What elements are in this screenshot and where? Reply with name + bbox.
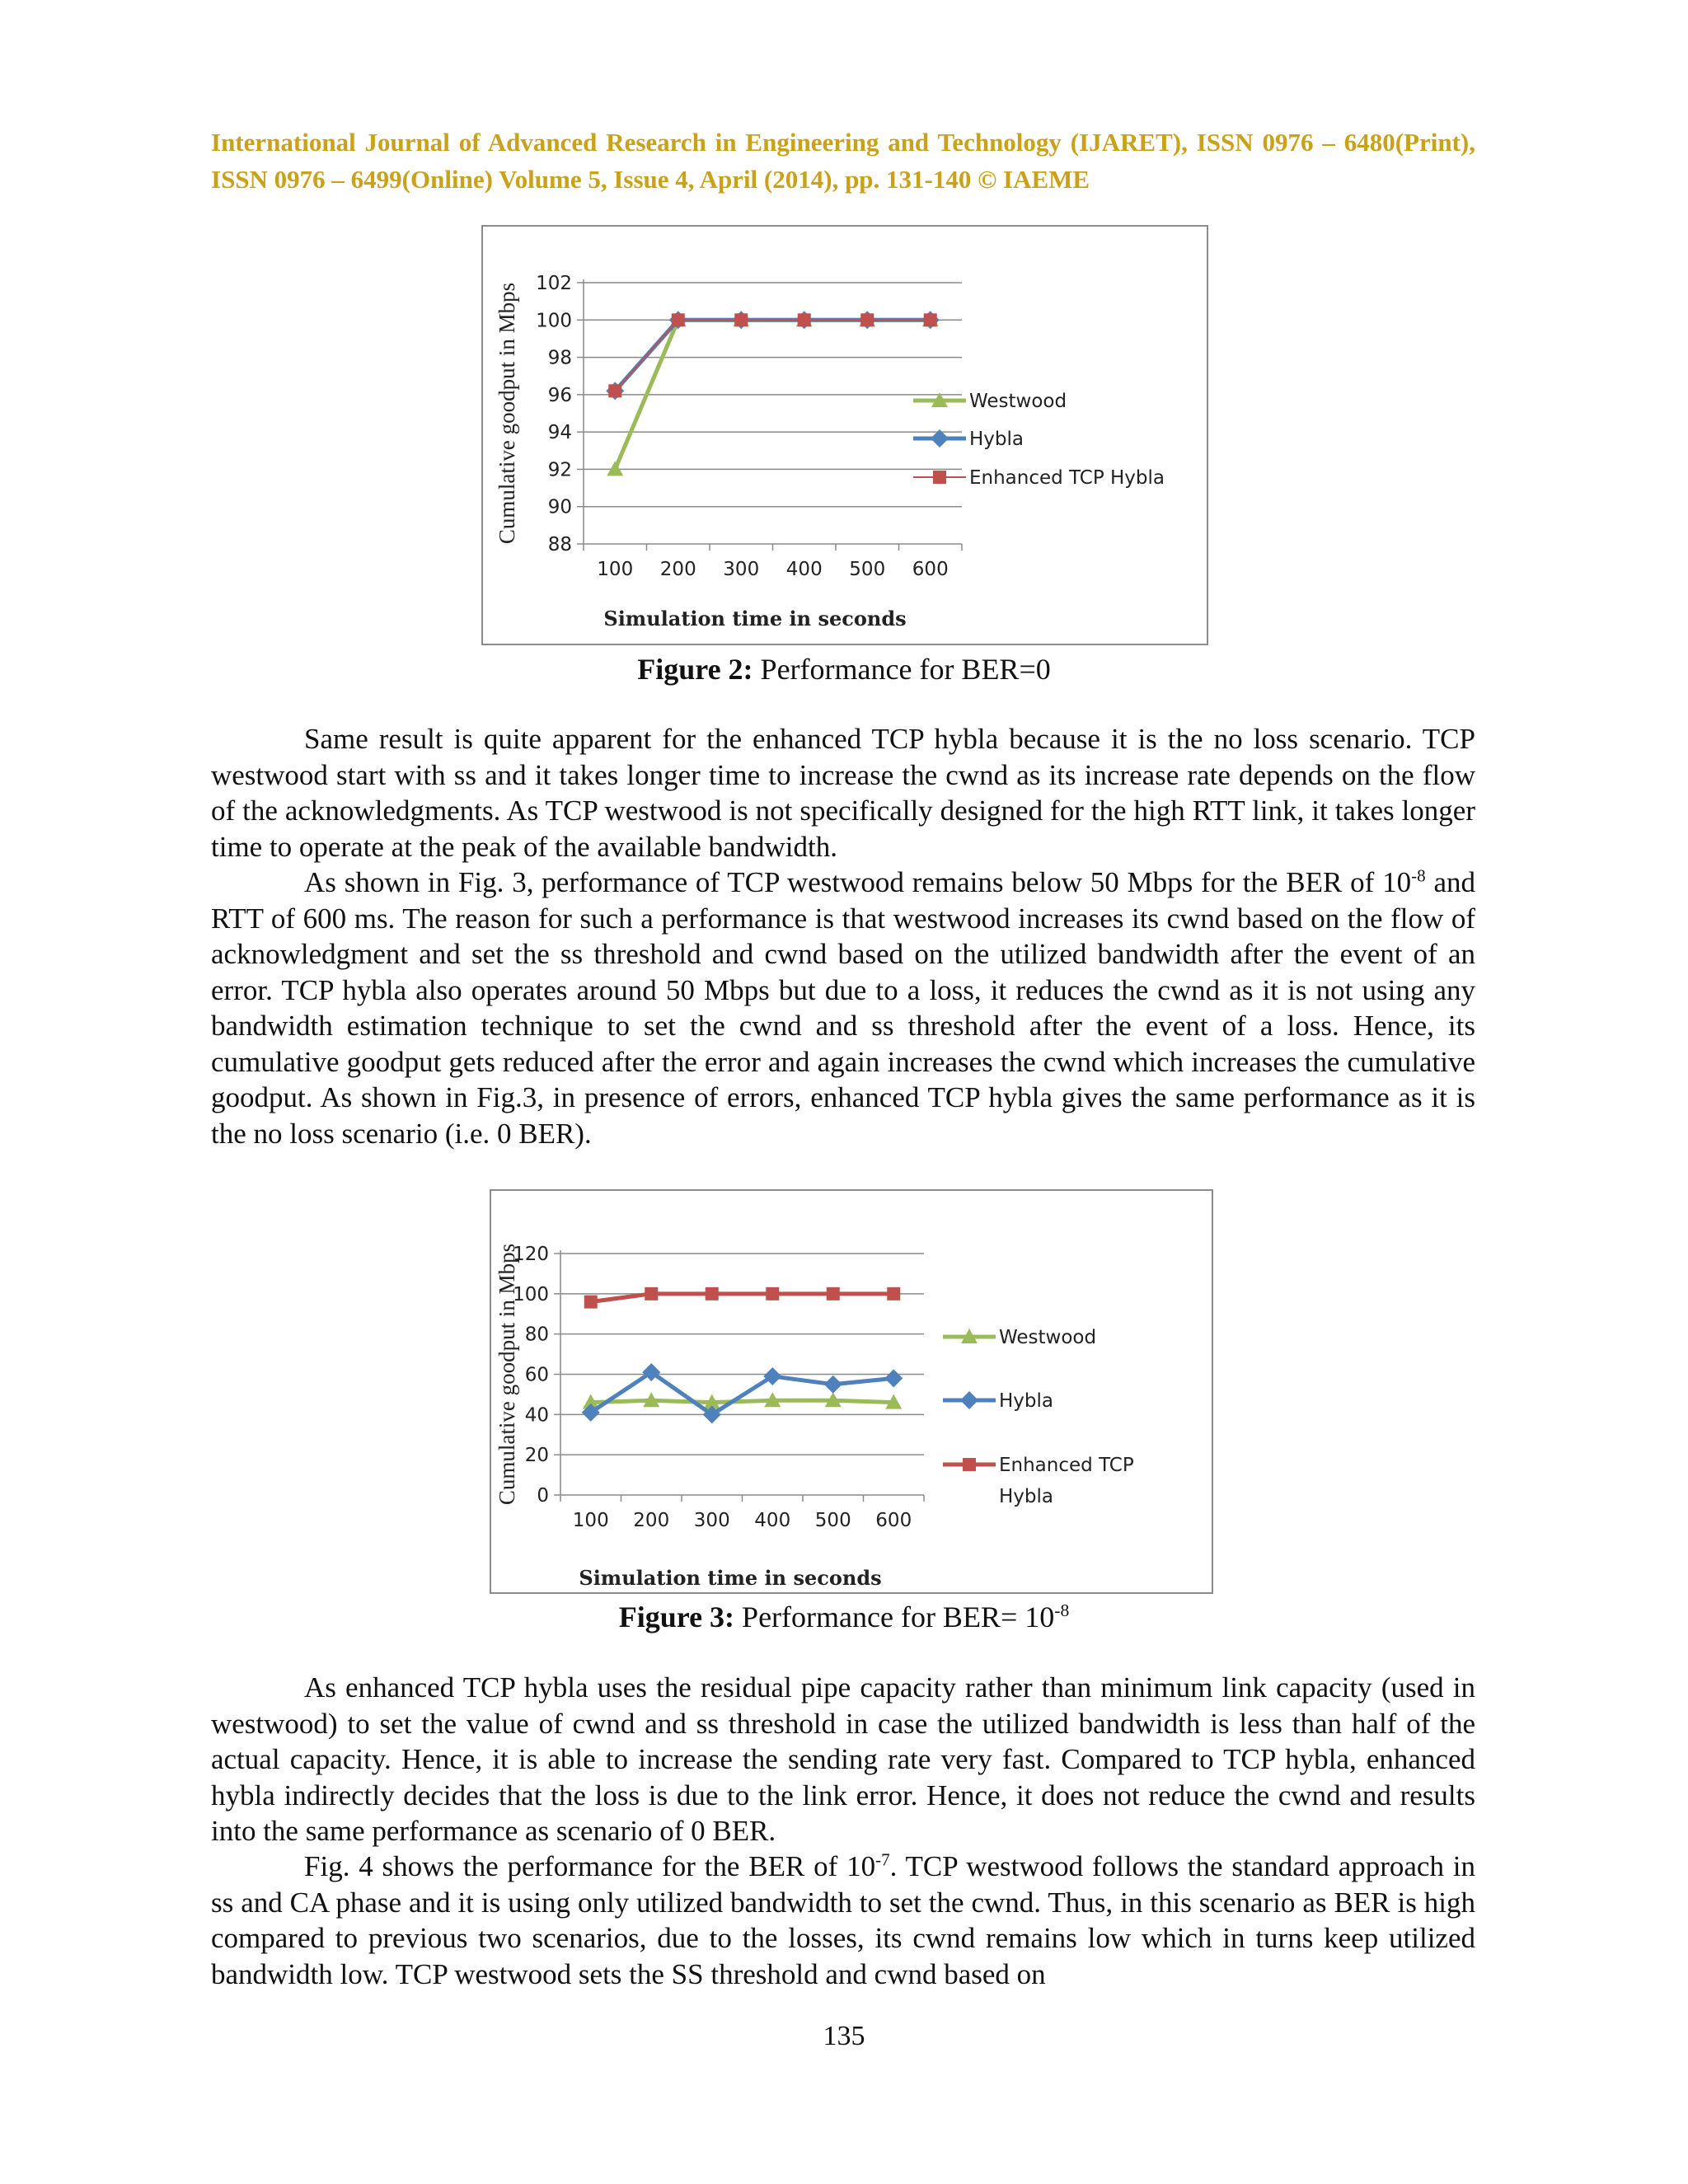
fig3-data-point bbox=[887, 1287, 900, 1301]
fig3-xtick-label: 500 bbox=[814, 1510, 851, 1531]
fig2-legend-marker bbox=[933, 471, 946, 484]
figure-2-caption-text: Performance for BER=0 bbox=[760, 653, 1051, 686]
fig3-legend-marker bbox=[963, 1458, 976, 1471]
fig2-legend-entry bbox=[913, 467, 1165, 489]
fig2-legend-entry bbox=[913, 391, 1067, 412]
fig3-xtick-label: 200 bbox=[633, 1510, 670, 1531]
fig2-legend-label: Hybla bbox=[969, 429, 1024, 450]
fig3-x-axis-title: Simulation time in seconds bbox=[579, 1566, 882, 1590]
fig3-data-point bbox=[645, 1287, 658, 1301]
fig2-data-point bbox=[734, 313, 748, 326]
fig3-data-point bbox=[827, 1287, 840, 1301]
fig3-ytick-label: 120 bbox=[513, 1244, 549, 1265]
fig3-ytick-label: 0 bbox=[537, 1485, 549, 1507]
fig3-ytick-label: 100 bbox=[513, 1283, 549, 1305]
fig3-legend-label: Hybla bbox=[999, 1390, 1053, 1412]
fig2-ytick-label: 90 bbox=[547, 496, 572, 518]
fig3-legend-label: Enhanced TCP bbox=[999, 1455, 1134, 1476]
figure-3-chart bbox=[490, 1189, 1213, 1594]
figure-2-chart bbox=[481, 225, 1208, 645]
fig2-data-point bbox=[924, 313, 937, 326]
fig2-ytick-label: 102 bbox=[536, 273, 572, 294]
figure-3-caption-label: Figure 3: bbox=[618, 1601, 735, 1633]
page-number: 135 bbox=[823, 2021, 865, 2051]
fig3-xtick-label: 100 bbox=[572, 1510, 609, 1531]
fig3-y-axis-title: Cumulative goodput in Mbps bbox=[495, 1243, 519, 1506]
fig2-xtick-label: 400 bbox=[785, 559, 823, 580]
fig3-data-point bbox=[884, 1369, 903, 1387]
fig3-ytick-label: 60 bbox=[524, 1364, 549, 1386]
fig2-xtick-label: 100 bbox=[597, 559, 634, 580]
fig2-series-enhanced-tcp-hybla bbox=[608, 313, 937, 397]
figure-3-caption-text: Performance for BER= 10 bbox=[742, 1601, 1055, 1633]
fig3-legend-entry bbox=[943, 1455, 1134, 1507]
figure-3-plot bbox=[491, 1191, 1212, 1592]
figure-3-caption bbox=[0, 1599, 1688, 1635]
fig2-ytick-label: 94 bbox=[547, 422, 572, 444]
fig2-xtick-label: 500 bbox=[849, 559, 886, 580]
fig3-legend-marker bbox=[960, 1391, 978, 1409]
fig2-data-point bbox=[672, 313, 685, 326]
fig2-data-point bbox=[608, 384, 621, 397]
paragraph-3: As enhanced TCP hybla uses the residual pipe capacity rather than minimum link capacity (used in westwood) to set the value of cwnd and ss threshold in case the utilized bandwidth is less than half of the actual capacity. Hence, it is able to increase the sending rate very fast. Compared to TCP hybla, enhanced hybla indirectly decides that the loss is due to the link error. Hence, it does not reduce the cwnd and results into the same performance as scenario of 0 BER. bbox=[211, 1671, 1475, 1847]
paragraph-1: Same result is quite apparent for the enhanced TCP hybla because it is the no loss scenario. TCP westwood start with ss and it takes longer time to increase the cwnd as its increase rate depends on the flow of the acknowledgments. As TCP westwood is not specifically designed for the high RTT link, it takes longer time to operate at the peak of the available bandwidth. bbox=[211, 723, 1475, 863]
fig2-ytick-label: 100 bbox=[536, 310, 572, 332]
fig2-ytick-label: 98 bbox=[547, 347, 572, 369]
figure-2-caption-label: Figure 2: bbox=[637, 653, 753, 686]
fig3-series-line bbox=[591, 1400, 894, 1402]
fig3-series-line bbox=[591, 1372, 894, 1414]
fig2-xtick-label: 600 bbox=[912, 559, 949, 580]
fig3-data-point bbox=[584, 1296, 598, 1309]
paragraph-2: As shown in Fig. 3, performance of TCP westwood remains below 50 Mbps for the BER of $10^{-8}$ and RTT of 600 ms. The reason for such a performance is that westwood increases its cwnd based on the flow of acknowledgment and set the ss threshold and cwnd based on the utilized bandwidth after the event of an error. TCP hybla also operates around 50 Mbps but due to a loss, it reduces the cwnd as it is not using any bandwidth estimation technique to set the cwnd and ss threshold after the event of a loss. Hence, its cumulative goodput gets reduced after the error and again increases the cwnd which increases the cumulative goodput. As shown in Fig.3, in presence of errors, enhanced TCP hybla gives the same performance as it is the no loss scenario (i.e. 0 BER). bbox=[211, 865, 1475, 1150]
fig3-legend-label: Hybla bbox=[999, 1486, 1053, 1507]
fig3-legend-entry bbox=[943, 1390, 1053, 1412]
fig2-ytick-label: 88 bbox=[547, 534, 572, 555]
fig3-xtick-label: 300 bbox=[693, 1510, 730, 1531]
fig2-xtick-label: 200 bbox=[659, 559, 696, 580]
fig2-data-point bbox=[860, 313, 874, 326]
fig2-ytick-label: 96 bbox=[547, 384, 572, 406]
fig2-data-point bbox=[607, 461, 623, 476]
fig3-data-point bbox=[766, 1287, 779, 1301]
fig2-data-point bbox=[798, 313, 811, 326]
paragraph-4: Fig. 4 shows the performance for the BER of $10^{-7}$. TCP westwood follows the standard approach in ss and CA phase and it is using only utilized bandwidth to set the cwnd. Thus, in this scenario as BER is high compared to previous two scenarios, due to the losses, its cwnd remains low which in turns keep utilized bandwidth low. TCP westwood sets the SS threshold and cwnd based on bbox=[211, 1849, 1475, 1990]
fig2-xtick-label: 300 bbox=[723, 559, 760, 580]
fig3-xtick-label: 400 bbox=[754, 1510, 791, 1531]
figure-3-caption-sup: -8 bbox=[1054, 1601, 1070, 1620]
fig3-data-point bbox=[706, 1287, 719, 1301]
figure-2-plot bbox=[483, 227, 1207, 644]
fig3-ytick-label: 80 bbox=[524, 1324, 549, 1346]
fig3-ytick-label: 20 bbox=[524, 1445, 549, 1467]
fig3-data-point bbox=[824, 1376, 842, 1394]
fig3-series-enhanced-tcp-hybla bbox=[584, 1287, 901, 1309]
fig2-x-axis-title: Simulation time in seconds bbox=[603, 607, 907, 630]
fig3-xtick-label: 600 bbox=[875, 1510, 912, 1531]
figure-2-caption bbox=[0, 651, 1688, 687]
fig2-ytick-label: 92 bbox=[547, 459, 572, 481]
journal-header: International Journal of Advanced Research in Engineering and Technology (IJARET), ISSN 0976 – 6480(Print), ISSN 0976 – 6499(Online) Volume 5, Issue 4, April (2014), pp. 131-140 © IAEME bbox=[211, 128, 1475, 194]
fig2-legend-label: Westwood bbox=[969, 391, 1067, 412]
fig3-ytick-label: 40 bbox=[524, 1404, 549, 1427]
fig2-legend-label: Enhanced TCP Hybla bbox=[969, 467, 1165, 489]
fig2-y-axis-title: Cumulative goodput in Mbps bbox=[495, 282, 519, 545]
fig3-legend-label: Westwood bbox=[999, 1327, 1097, 1348]
fig2-series-hybla bbox=[606, 311, 940, 400]
fig3-legend-entry bbox=[943, 1327, 1096, 1348]
fig3-series-line bbox=[591, 1294, 894, 1302]
fig2-series-westwood bbox=[607, 312, 939, 476]
